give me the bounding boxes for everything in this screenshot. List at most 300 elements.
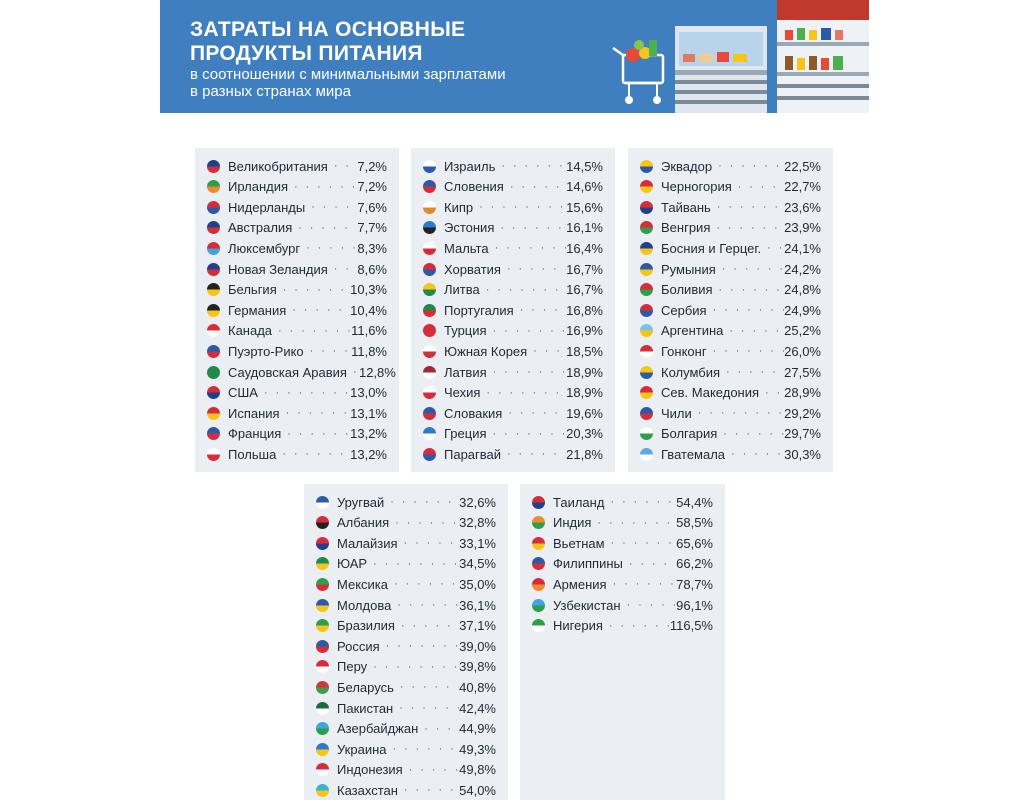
country-name: Украина: [337, 741, 387, 757]
country-name: Эстония: [444, 220, 495, 236]
dot-leader: [720, 366, 784, 378]
country-flag-icon: [640, 427, 653, 440]
country-row: [207, 197, 387, 217]
dot-leader: [725, 448, 784, 460]
dot-leader: [328, 263, 358, 275]
cost-percentage: 19,6%: [566, 405, 603, 421]
cost-percentage: 27,5%: [784, 364, 821, 380]
country-name: Азербайджан: [337, 721, 419, 737]
dot-leader: [712, 160, 784, 172]
grocery-store-illustration: [609, 0, 869, 113]
dot-leader: [418, 723, 459, 735]
country-flag-icon: [207, 242, 220, 255]
country-flag-icon: [423, 160, 436, 173]
country-row: [316, 739, 496, 759]
country-flag-icon: [640, 345, 653, 358]
country-flag-icon: [532, 578, 545, 591]
cost-percentage: 21,8%: [566, 446, 603, 462]
country-flag-icon: [423, 304, 436, 317]
dot-leader: [710, 222, 784, 234]
country-flag-icon: [316, 599, 329, 612]
country-flag-icon: [640, 180, 653, 193]
country-row: [207, 259, 387, 279]
country-flag-icon: [640, 366, 653, 379]
cost-percentage: 12,8%: [358, 364, 396, 380]
cost-percentage: 22,7%: [784, 179, 821, 195]
panel-group-4: [304, 484, 508, 800]
country-row: [640, 197, 821, 217]
cost-percentage: 65,6%: [676, 535, 713, 551]
subtitle-line-1: в соотношении с минимальными зарплатами: [190, 66, 506, 83]
country-name: Испания: [228, 405, 280, 421]
dot-leader: [707, 304, 785, 316]
dot-leader: [501, 263, 566, 275]
country-row: [640, 238, 821, 258]
country-flag-icon: [207, 201, 220, 214]
country-row: [207, 156, 387, 176]
country-name: Великобритания: [228, 158, 328, 174]
country-row: [423, 362, 603, 382]
country-row: [423, 341, 603, 361]
country-flag-icon: [316, 722, 329, 735]
dot-leader: [281, 428, 350, 440]
dot-leader: [623, 558, 676, 570]
country-row: [207, 444, 387, 464]
cost-percentage: 24,2%: [784, 261, 821, 277]
dot-leader: [394, 681, 459, 693]
country-row: [532, 554, 713, 574]
dot-leader: [487, 428, 567, 440]
country-flag-icon: [316, 557, 329, 570]
dot-leader: [395, 620, 459, 632]
dot-leader: [732, 181, 784, 193]
country-name: Узбекистан: [553, 597, 621, 613]
country-name: Парагвай: [444, 446, 502, 462]
country-name: Чили: [661, 405, 692, 421]
dot-leader: [717, 428, 784, 440]
cost-percentage: 39,8%: [459, 659, 496, 675]
country-name: Израиль: [444, 158, 496, 174]
dot-leader: [487, 366, 566, 378]
country-name: Франция: [228, 426, 282, 442]
country-row: [640, 321, 821, 341]
country-flag-icon: [423, 283, 436, 296]
country-row: [640, 424, 821, 444]
country-row: [640, 362, 821, 382]
cost-percentage: 66,2%: [676, 556, 713, 572]
cost-percentage: 32,6%: [459, 494, 496, 510]
dot-leader: [607, 578, 677, 590]
country-flag-icon: [640, 242, 653, 255]
country-flag-icon: [423, 324, 436, 337]
country-row: [316, 760, 496, 780]
country-flag-icon: [316, 578, 329, 591]
country-flag-icon: [207, 180, 220, 193]
country-flag-icon: [640, 386, 653, 399]
country-flag-icon: [423, 221, 436, 234]
country-row: [423, 177, 603, 197]
country-name: Германия: [228, 302, 287, 318]
country-name: Гонконг: [661, 343, 707, 359]
country-flag-icon: [532, 619, 545, 632]
country-flag-icon: [640, 160, 653, 173]
country-name: Казахстан: [337, 782, 398, 798]
country-row: [316, 595, 496, 615]
cost-percentage: 49,3%: [459, 741, 496, 757]
dot-leader: [398, 537, 460, 549]
country-row: [423, 197, 603, 217]
country-row: [423, 321, 603, 341]
country-flag-icon: [316, 763, 329, 776]
country-name: Греция: [444, 426, 487, 442]
dot-leader: [494, 222, 566, 234]
country-name: Мальта: [444, 240, 489, 256]
country-row: [423, 300, 603, 320]
country-row: [640, 403, 821, 423]
country-name: Филиппины: [553, 556, 623, 572]
cost-percentage: 116,5%: [669, 618, 713, 634]
page-subtitle: [190, 66, 506, 100]
country-row: [207, 321, 387, 341]
country-name: Кипр: [444, 199, 474, 215]
dot-leader: [487, 325, 567, 337]
country-row: [532, 616, 713, 636]
country-flag-icon: [207, 304, 220, 317]
country-name: Новая Зеландия: [228, 261, 328, 277]
country-flag-icon: [532, 516, 545, 529]
cost-percentage: 23,6%: [784, 199, 821, 215]
country-flag-icon: [423, 201, 436, 214]
cost-percentage: 18,9%: [566, 385, 603, 401]
country-row: [316, 554, 496, 574]
country-name: Перу: [337, 659, 368, 675]
country-flag-icon: [423, 180, 436, 193]
country-row: [423, 218, 603, 238]
cost-percentage: 20,3%: [566, 426, 603, 442]
country-name: Словакия: [444, 405, 503, 421]
cost-percentage: 54,0%: [459, 782, 496, 798]
dot-leader: [716, 263, 784, 275]
dot-leader: [489, 242, 567, 254]
dot-leader: [276, 448, 350, 460]
country-row: [316, 513, 496, 533]
header-banner: [160, 0, 869, 113]
dot-leader: [502, 407, 566, 419]
country-flag-icon: [423, 366, 436, 379]
dot-leader: [277, 284, 350, 296]
country-row: [423, 403, 603, 423]
country-flag-icon: [423, 427, 436, 440]
country-flag-icon: [207, 345, 220, 358]
dot-leader: [603, 620, 670, 632]
dot-leader: [621, 599, 677, 611]
country-flag-icon: [640, 407, 653, 420]
country-row: [640, 341, 821, 361]
dot-leader: [761, 242, 784, 254]
country-name: Пакистан: [337, 700, 394, 716]
country-row: [207, 424, 387, 444]
country-flag-icon: [207, 407, 220, 420]
display-fridge: [675, 26, 767, 113]
country-row: [316, 698, 496, 718]
cost-percentage: 37,1%: [459, 618, 496, 634]
cost-percentage: 36,1%: [459, 597, 496, 613]
cost-percentage: 40,8%: [459, 679, 496, 695]
dot-leader: [504, 181, 566, 193]
cost-percentage: 24,1%: [784, 240, 821, 256]
cost-percentage: 78,7%: [676, 576, 713, 592]
dot-leader: [380, 640, 459, 652]
country-flag-icon: [316, 784, 329, 797]
country-name: Молдова: [337, 597, 392, 613]
country-name: Тайвань: [661, 199, 711, 215]
country-flag-icon: [532, 599, 545, 612]
cost-percentage: 11,8%: [351, 343, 387, 359]
country-row: [532, 492, 713, 512]
country-name: Боливия: [661, 282, 713, 298]
cost-percentage: 30,3%: [784, 446, 821, 462]
country-row: [423, 259, 603, 279]
country-row: [207, 341, 387, 361]
country-flag-icon: [316, 537, 329, 550]
cost-percentage: 16,7%: [566, 261, 603, 277]
cost-percentage: 13,2%: [350, 426, 387, 442]
country-flag-icon: [316, 681, 329, 694]
country-name: Литва: [444, 282, 480, 298]
country-flag-icon: [532, 537, 545, 550]
country-flag-icon: [207, 324, 220, 337]
dot-leader: [495, 160, 566, 172]
cost-percentage: 16,7%: [566, 282, 603, 298]
country-flag-icon: [316, 496, 329, 509]
panel-group-1: [195, 148, 399, 472]
country-name: Люксембург: [228, 240, 301, 256]
country-flag-icon: [640, 324, 653, 337]
country-row: [532, 513, 713, 533]
dot-leader: [527, 345, 566, 357]
cost-percentage: 8,6%: [357, 261, 387, 277]
cost-percentage: 49,8%: [459, 762, 496, 778]
dot-leader: [473, 201, 566, 213]
country-row: [316, 574, 496, 594]
country-row: [423, 238, 603, 258]
cost-percentage: 35,0%: [459, 576, 496, 592]
cost-percentage: 10,3%: [350, 282, 387, 298]
dot-leader: [398, 784, 459, 796]
dot-leader: [389, 517, 459, 529]
cost-percentage: 44,9%: [459, 721, 496, 737]
country-name: Австралия: [228, 220, 293, 236]
country-row: [207, 383, 387, 403]
cost-percentage: 96,1%: [676, 597, 713, 613]
country-row: [316, 780, 496, 800]
cost-percentage: 18,5%: [566, 343, 603, 359]
country-flag-icon: [316, 619, 329, 632]
country-row: [640, 218, 821, 238]
cost-percentage: 28,9%: [784, 385, 821, 401]
country-name: Малайзия: [337, 535, 398, 551]
dot-leader: [713, 284, 785, 296]
cost-percentage: 13,1%: [350, 405, 387, 421]
dot-leader: [388, 578, 459, 590]
dot-leader: [286, 304, 350, 316]
dot-leader: [288, 181, 357, 193]
country-row: [532, 574, 713, 594]
dot-leader: [367, 661, 459, 673]
country-flag-icon: [423, 448, 436, 461]
country-name: США: [228, 385, 258, 401]
country-row: [207, 403, 387, 423]
country-row: [316, 636, 496, 656]
country-name: Беларусь: [337, 679, 394, 695]
country-flag-icon: [207, 386, 220, 399]
country-name: Хорватия: [444, 261, 501, 277]
country-name: Черногория: [661, 179, 732, 195]
country-row: [640, 444, 821, 464]
country-name: Турция: [444, 323, 487, 339]
country-flag-icon: [640, 283, 653, 296]
cost-percentage: 16,1%: [566, 220, 603, 236]
country-flag-icon: [532, 496, 545, 509]
dot-leader: [391, 599, 459, 611]
dot-leader: [258, 387, 350, 399]
cost-percentage: 16,9%: [566, 323, 603, 339]
country-name: Бразилия: [337, 618, 395, 634]
panel-group-5: [520, 484, 725, 800]
dot-leader: [692, 407, 784, 419]
country-flag-icon: [640, 263, 653, 276]
country-row: [316, 657, 496, 677]
cost-percentage: 15,6%: [566, 199, 603, 215]
dot-leader: [272, 325, 351, 337]
dot-leader: [367, 558, 459, 570]
dot-leader: [280, 407, 351, 419]
country-row: [640, 259, 821, 279]
country-name: Мексика: [337, 576, 389, 592]
country-row: [207, 218, 387, 238]
country-flag-icon: [207, 448, 220, 461]
cost-percentage: 26,0%: [784, 343, 821, 359]
dot-leader: [514, 304, 566, 316]
country-flag-icon: [207, 263, 220, 276]
country-flag-icon: [316, 743, 329, 756]
dot-leader: [591, 517, 676, 529]
country-flag-icon: [207, 160, 220, 173]
country-flag-icon: [207, 366, 220, 379]
dot-leader: [328, 160, 358, 172]
cost-percentage: 7,2%: [357, 158, 387, 174]
country-name: Сербия: [661, 302, 707, 318]
cost-percentage: 7,6%: [357, 199, 387, 215]
shopping-cart-icon: [613, 40, 663, 104]
subtitle-line-2: в разных странах мира: [190, 83, 351, 100]
country-row: [640, 300, 821, 320]
cost-percentage: 23,9%: [784, 220, 821, 236]
dot-leader: [347, 366, 359, 378]
country-row: [316, 492, 496, 512]
title-line-2: ПРОДУКТЫ ПИТАНИЯ: [190, 42, 423, 65]
store-shelves: [777, 0, 869, 113]
country-name: Южная Корея: [444, 343, 528, 359]
country-name: Россия: [337, 638, 380, 654]
country-row: [207, 238, 387, 258]
cost-percentage: 24,8%: [784, 282, 821, 298]
cost-percentage: 16,4%: [566, 240, 603, 256]
country-row: [423, 444, 603, 464]
dot-leader: [403, 764, 459, 776]
dot-leader: [707, 345, 785, 357]
cost-percentage: 29,7%: [784, 426, 821, 442]
country-name: Ирландия: [228, 179, 289, 195]
dot-leader: [759, 387, 784, 399]
country-name: Чехия: [444, 385, 481, 401]
country-flag-icon: [423, 242, 436, 255]
country-row: [423, 424, 603, 444]
country-row: [423, 383, 603, 403]
cost-percentage: 8,3%: [357, 240, 387, 256]
country-name: ЮАР: [337, 556, 368, 572]
cost-percentage: 34,5%: [459, 556, 496, 572]
cost-percentage: 7,7%: [357, 220, 387, 236]
country-name: Уругвай: [337, 494, 385, 510]
country-row: [207, 362, 396, 382]
country-row: [316, 616, 496, 636]
country-name: Нидерланды: [228, 199, 306, 215]
country-name: Аргентина: [661, 323, 724, 339]
cost-percentage: 14,6%: [566, 179, 603, 195]
country-flag-icon: [423, 386, 436, 399]
dot-leader: [387, 743, 460, 755]
page-title: [190, 18, 465, 66]
country-name: Канада: [228, 323, 273, 339]
country-name: Гватемала: [661, 446, 726, 462]
country-flag-icon: [423, 345, 436, 358]
country-flag-icon: [316, 702, 329, 715]
country-row: [640, 280, 821, 300]
country-flag-icon: [423, 263, 436, 276]
country-name: Таиланд: [553, 494, 605, 510]
country-row: [316, 533, 496, 553]
cost-percentage: 16,8%: [566, 302, 603, 318]
country-flag-icon: [207, 427, 220, 440]
country-row: [207, 300, 387, 320]
country-name: Пуэрто-Рико: [228, 343, 304, 359]
country-name: Нигерия: [553, 618, 603, 634]
country-row: [316, 677, 496, 697]
country-row: [640, 177, 821, 197]
country-flag-icon: [316, 516, 329, 529]
cost-percentage: 58,5%: [676, 515, 713, 531]
cost-percentage: 54,4%: [676, 494, 713, 510]
country-name: Румыния: [661, 261, 716, 277]
cost-percentage: 10,4%: [350, 302, 387, 318]
panel-group-2: [411, 148, 615, 472]
country-name: Албания: [337, 515, 390, 531]
country-flag-icon: [640, 201, 653, 214]
country-flag-icon: [423, 407, 436, 420]
cost-percentage: 25,2%: [784, 323, 821, 339]
country-flag-icon: [316, 640, 329, 653]
dot-leader: [300, 242, 357, 254]
dot-leader: [384, 496, 459, 508]
dot-leader: [501, 448, 566, 460]
dot-leader: [480, 387, 566, 399]
country-row: [423, 280, 603, 300]
country-name: Босния и Герцег.: [661, 240, 762, 256]
cost-percentage: 18,9%: [566, 364, 603, 380]
cost-percentage: 13,2%: [350, 446, 387, 462]
country-name: Сев. Македония: [661, 385, 760, 401]
